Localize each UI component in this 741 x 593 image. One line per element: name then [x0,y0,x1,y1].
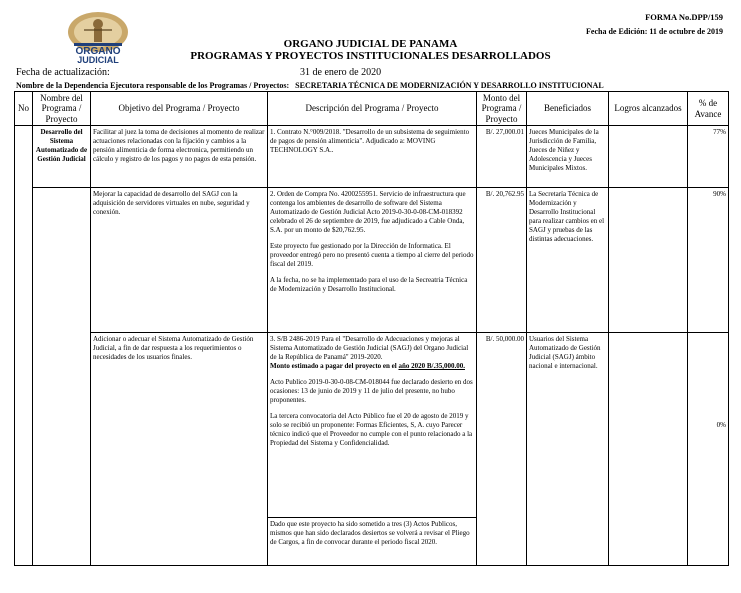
cell-objetivo: Facilitar al juez la toma de decisiones al momento de realizar actuaciones relacionadas con la fijación y cambios a la pensión alimenticia de forma electronica, permitiendo un cálculo y registro de los pagos y no pagos de esta pensión. [91,126,268,188]
cell-beneficiados: Jueces Municipales de la Jurisdicción de Familia, Jueces de Niñez y Adolescencia y Jueces Municipales Mixtos. [527,126,609,188]
cell-descripcion [268,126,477,188]
desc-paragraph: A la fecha, no se ha implementado para el uso de la Secreatria Técnica de Modernización y Desarrollo Institucional. [270,275,468,293]
desc-bold-text: Monto estimado a pagar del proyecto en el [270,361,399,370]
desc-bold-underlined: año 2020 B/.35,000.00. [398,361,465,370]
desc-paragraph: Dado que este proyecto ha sido sometido a tres (3) Actos Publicos, mismos que han sido declarados desiertos se volverá a revisar el Pliego de Cargos, a fin de convocar durante el periodo fiscal 2020. [270,520,470,546]
cell-beneficiados: Usuarios del Sistema Automatizado de Gestión Judicial (SAGJ) ámbito nacional e internacional. [527,333,609,566]
programs-table [14,91,729,566]
dependency-value: SECRETARIA TÉCNICA DE MODERNIZACIÓN Y DESARROLLO INSTITUCIONAL [295,81,604,90]
desc-paragraph: La tercera convocatoria del Acto Público fue el 20 de agosto de 2019 y solo se recibió un proponente: Formas Eficientes, S, A. cuyo Parecer técnico indicó que el Proveedor no cumple con el punto relacionado a la Propiedad del Sistema y Confidencialidad. [270,411,473,447]
cell-programa: Desarrollo del Sistema Automatizado de Gestión Judicial [33,126,91,188]
document-title: ORGANO JUDICIAL DE PANAMA [283,38,458,50]
cell-avance: 0% [688,333,729,566]
cell-monto: B/. 27,000.01 [477,126,527,188]
dependency-label: Nombre de la Dependencia Ejecutora responsable de los Programas / Proyectos: [16,81,290,90]
desc-paragraph: 1. Contrato N.°009/2018. "Desarrollo de un subsistema de seguimiento de pagos de pensión alimenticia". Adjudicado a: MOVING TECHNOLOGY S.A.. [270,128,470,154]
cell-objetivo: Adicionar o adecuar el Sistema Automatizado de Gestión Judicial, a fin de dar respuesta a los requerimientos o necesidades de los usuarios finales. [91,333,268,566]
cell-no [15,126,33,566]
dependency-line [16,81,604,90]
cell-avance: 90% [688,188,729,333]
cell-monto: B/. 50,000.00 [477,333,527,566]
cell-monto: B/. 20,762.95 [477,188,527,333]
cell-logros [609,188,688,333]
col-header-nombre: Nombre del Programa / Proyecto [33,92,91,126]
col-header-monto: Monto del Programa / Proyecto [477,92,527,126]
desc-paragraph: Acto Publico 2019-0-30-0-08-CM-018044 fue declarado desierto en dos ocasiones: 13 de junio de 2019 y 11 de julio del presente, no hubo proponentes. [270,377,473,404]
col-header-logros: Logros alcanzados [609,92,688,126]
desc-paragraph: 2. Orden de Compra No. 4200255951. Servicio de infraestructura que contenga los ambientes de desarrollo de software del Sistema Automatizado de Gestión Judicial Acto 2019-0-30-0-08-CM-018392 celebrado el 26 de septiembre de 2019, fue adjudicado a Cable Onda, S.A. por un monto de $20,762.95. [270,190,466,234]
cell-beneficiados: La Secretaría Técnica de Modernización y Desarrollo Institucional para realizar cambios en el SAGJ y pruebas de las distintas adecuaciones. [527,188,609,333]
desc-text: 3. S/B 2486-2019 Para el "Desarrollo de Adecuaciones y mejoras al Sistema Automatizado de Gestión Judicial (SAGJ) del Organo Judicial de la República de Panamá" 2019-2020. [270,335,469,361]
desc-paragraph [270,335,474,371]
col-header-avance: % de Avance [688,92,729,126]
desc-paragraph: Este proyecto fue gestionado por la Dirección de Informatica. El proveedor entregó pero no presentó cuenta a tiempo al cierre del periodo fiscal del 2019. [270,241,474,268]
cell-logros [609,126,688,188]
document-subtitle: PROGRAMAS Y PROYECTOS INSTITUCIONALES DESARROLLADOS [190,50,551,62]
update-date-label: Fecha de actualización: [16,67,110,78]
edition-date: Fecha de Edición: 11 de octubre de 2019 [586,27,723,36]
table-header-row [15,92,729,126]
cell-logros [609,333,688,566]
cell-descripcion [268,333,477,518]
col-header-no: No [15,92,33,126]
cell-descripcion [268,188,477,333]
cell-objetivo: Mejorar la capacidad de desarrollo del SAGJ con la adquisición de servidores virtuales en nube, seguridad y conexión. [91,188,268,333]
col-header-objetivo: Objetivo del Programa / Proyecto [91,92,268,126]
table-row [15,126,729,188]
svg-text:JUDICIAL: JUDICIAL [77,55,119,64]
cell-descripcion [268,518,477,566]
col-header-descripcion: Descripción del Programa / Proyecto [268,92,477,126]
cell-programa-empty [33,188,91,566]
cell-avance: 77% [688,126,729,188]
col-header-beneficiados: Beneficiados [527,92,609,126]
svg-text:ORGANO: ORGANO [75,46,121,57]
table-row [15,188,729,333]
update-date-value: 31 de enero de 2020 [300,67,382,78]
form-number: FORMA No.DPP/159 [645,12,723,22]
table-row [15,333,729,518]
